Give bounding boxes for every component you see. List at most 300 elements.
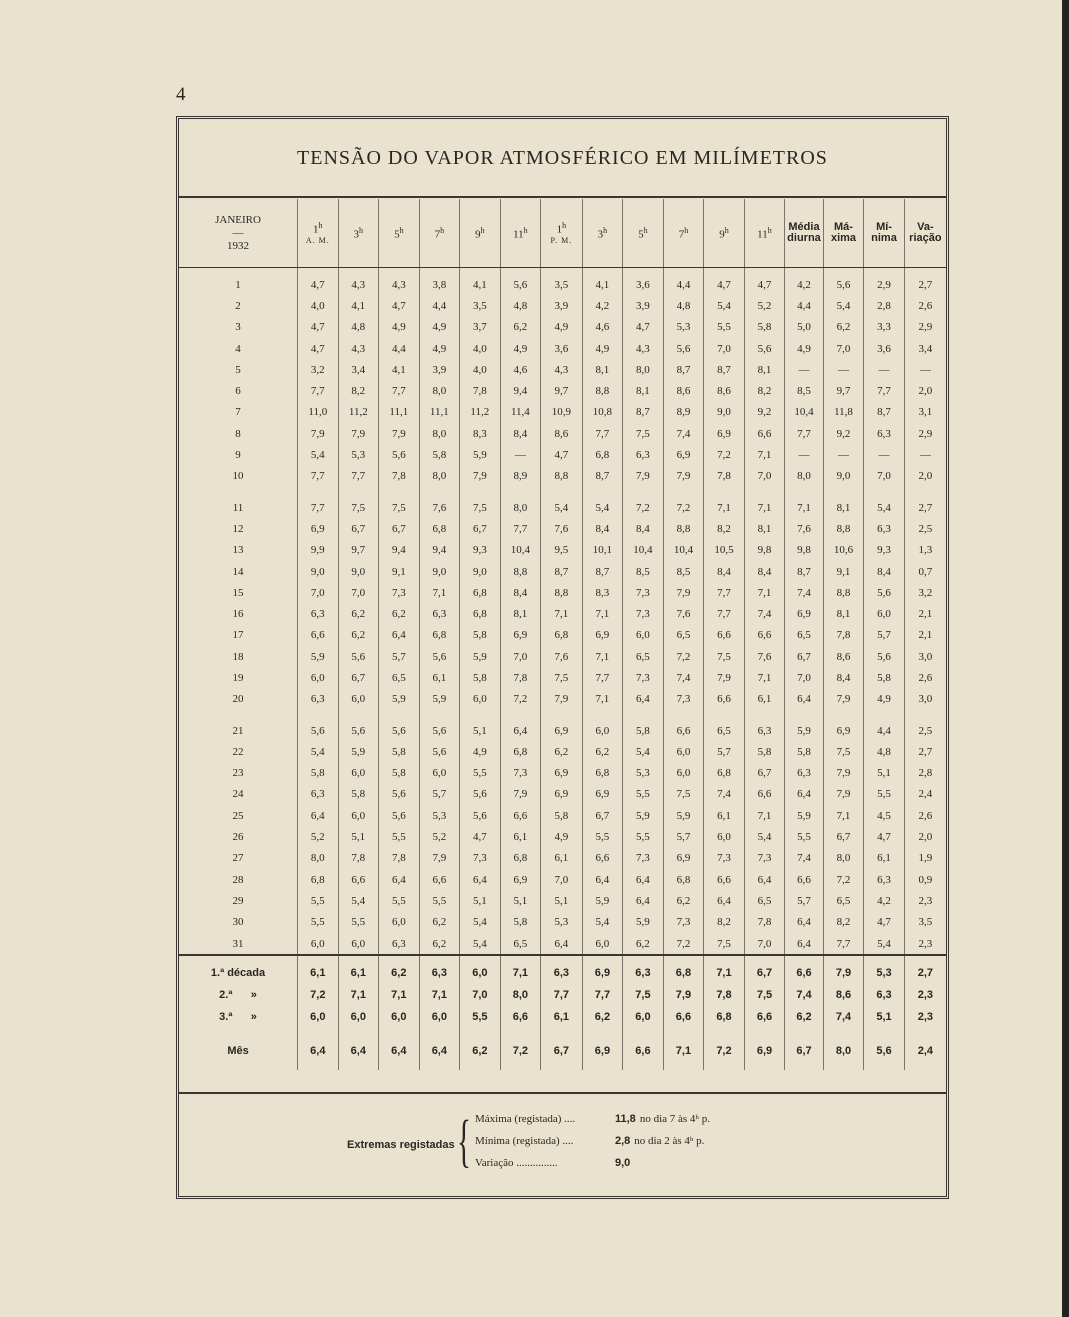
summary-cell: 2,3 — [917, 1011, 934, 1024]
table-cell: 5,6 — [500, 268, 541, 296]
table-cell: 5,8 — [744, 741, 785, 762]
summary-cell: 7,2 — [500, 1028, 541, 1070]
page-number: 4 — [176, 84, 186, 105]
table-cell: 6,0 — [379, 912, 420, 933]
table-cell: 7,1 — [704, 487, 745, 518]
table-cell: 6,9 — [704, 423, 745, 444]
table-cell: 5,5 — [338, 912, 379, 933]
table-cell: 8,5 — [623, 561, 664, 582]
hour-header: 9$^h$ — [460, 199, 501, 268]
table-cell: 5,5 — [298, 890, 339, 911]
table-cell: 5,7 — [704, 741, 745, 762]
table-cell: 8,8 — [541, 582, 583, 603]
table-cell: 4,7 — [379, 295, 420, 316]
table-cell: 2,8 — [864, 295, 905, 316]
table-cell: 6,8 — [460, 603, 501, 624]
table-cell: 6,6 — [582, 848, 623, 869]
table-cell: 5,8 — [541, 805, 583, 826]
table-cell: 8,0 — [823, 848, 864, 869]
table-cell: 5,3 — [623, 763, 664, 784]
table-cell: 4,7 — [864, 826, 905, 847]
summary-row — [179, 1006, 946, 1028]
table-cell: 8,7 — [582, 561, 623, 582]
table-cell: 7,7 — [298, 380, 339, 401]
table-cell: 6,0 — [298, 933, 339, 955]
table-cell: 4,2 — [864, 890, 905, 911]
table-cell: 2,1 — [918, 629, 933, 642]
table-cell: 5,3 — [663, 317, 704, 338]
extremes-divider — [179, 1092, 946, 1094]
table-cell: 5,6 — [379, 805, 420, 826]
table-cell: 6,5 — [379, 667, 420, 688]
table-cell: 4,0 — [298, 295, 339, 316]
table-cell: 5,4 — [298, 741, 339, 762]
table-cell: 4,4 — [864, 710, 905, 741]
summary-cell: 6,7 — [744, 955, 785, 984]
summary-cell: 6,6 — [500, 1006, 541, 1028]
day-label: 21 — [179, 710, 298, 741]
table-cell: 6,9 — [582, 784, 623, 805]
table-cell: 7,5 — [663, 784, 704, 805]
pm-label: P. M. — [550, 235, 573, 245]
table-cell: 7,0 — [744, 466, 785, 487]
table-cell: 6,1 — [541, 848, 583, 869]
table-cell: 7,9 — [663, 466, 704, 487]
extreme-min-row: Mínima (registada) .... 2,8 no dia 2 às 4ʰ p. — [475, 1135, 705, 1147]
table-row — [179, 466, 946, 487]
day-label: 30 — [179, 912, 298, 933]
table-cell: 5,6 — [298, 710, 339, 741]
table-cell: 6,9 — [823, 710, 864, 741]
table-cell: 7,3 — [623, 667, 664, 688]
table-row — [179, 518, 946, 539]
table-cell: 6,6 — [419, 869, 460, 890]
table-cell: 8,4 — [500, 423, 541, 444]
table-cell: 5,4 — [864, 933, 905, 955]
summary-cell: 7,7 — [541, 984, 583, 1006]
table-cell: 4,7 — [298, 317, 339, 338]
day-label: 17 — [179, 625, 298, 646]
table-cell: 8,6 — [541, 423, 583, 444]
table-cell: 6,4 — [744, 869, 785, 890]
table-cell: 3,2 — [298, 359, 339, 380]
table-cell: 7,3 — [500, 763, 541, 784]
table-cell: 7,9 — [623, 466, 664, 487]
table-cell: 3,3 — [864, 317, 905, 338]
table-cell: 5,2 — [298, 826, 339, 847]
table-cell: 5,3 — [541, 912, 583, 933]
table-cell: 7,6 — [785, 518, 824, 539]
table-cell: 6,8 — [582, 763, 623, 784]
table-cell: 8,8 — [663, 518, 704, 539]
table-cell: 8,2 — [338, 380, 379, 401]
table-row — [179, 295, 946, 316]
table-cell: 7,1 — [744, 582, 785, 603]
summary-label: 2.ª » — [179, 984, 298, 1006]
table-cell: 10,4 — [663, 540, 704, 561]
table-cell: 6,5 — [623, 646, 664, 667]
table-cell: 9,0 — [419, 561, 460, 582]
table-cell: 8,8 — [823, 518, 864, 539]
day-label: 11 — [179, 487, 298, 518]
table-cell: 7,4 — [744, 603, 785, 624]
table-cell: 7,9 — [460, 466, 501, 487]
table-cell: 7,1 — [582, 646, 623, 667]
table-cell: 6,5 — [500, 933, 541, 955]
table-row — [179, 444, 946, 465]
table-cell: 4,4 — [379, 338, 420, 359]
table-cell: 7,7 — [582, 667, 623, 688]
summary-cell: 6,0 — [338, 1006, 379, 1028]
table-cell: 5,6 — [379, 444, 420, 465]
table-cell: 7,0 — [704, 338, 745, 359]
table-cell: 6,7 — [785, 646, 824, 667]
table-cell: 3,1 — [918, 406, 933, 419]
table-cell: 6,5 — [704, 710, 745, 741]
table-cell: 7,1 — [419, 582, 460, 603]
table-cell: 8,0 — [298, 848, 339, 869]
table-row — [179, 268, 946, 296]
table-cell: 7,8 — [460, 380, 501, 401]
table-cell: 5,1 — [500, 890, 541, 911]
summary-cell: 6,7 — [541, 1028, 583, 1070]
table-cell: 5,6 — [663, 338, 704, 359]
table-cell: 9,3 — [460, 540, 501, 561]
summary-cell: 5,3 — [864, 955, 905, 984]
table-row — [179, 933, 946, 955]
table-cell: 6,1 — [704, 805, 745, 826]
table-cell: 7,9 — [338, 423, 379, 444]
table-cell: 1,3 — [918, 544, 933, 557]
table-row — [179, 741, 946, 762]
summary-cell: 6,2 — [582, 1006, 623, 1028]
table-cell: 6,0 — [623, 625, 664, 646]
summary-cell: 6,1 — [338, 955, 379, 984]
table-cell: 4,7 — [298, 268, 339, 296]
table-cell: 3,2 — [918, 586, 933, 599]
table-cell: 9,4 — [419, 540, 460, 561]
table-cell: 4,9 — [419, 338, 460, 359]
table-cell: 6,8 — [663, 869, 704, 890]
maximum-header: Má- xima — [823, 199, 864, 268]
table-cell: 2,7 — [918, 745, 933, 758]
summary-cell: 2,7 — [904, 955, 946, 984]
table-cell: 5,9 — [623, 912, 664, 933]
table-cell: 4,7 — [744, 268, 785, 296]
summary-cell: 5,5 — [460, 1006, 501, 1028]
table-cell: 4,0 — [460, 338, 501, 359]
table-cell: 7,9 — [823, 689, 864, 710]
table-cell: 5,4 — [460, 933, 501, 955]
table-cell: 10,5 — [704, 540, 745, 561]
table-cell: 7,3 — [744, 848, 785, 869]
table-cell: 6,0 — [864, 603, 905, 624]
table-cell: 4,9 — [419, 317, 460, 338]
summary-cell: 7,0 — [460, 984, 501, 1006]
table-cell: 5,5 — [582, 826, 623, 847]
table-cell: 6,9 — [500, 869, 541, 890]
table-cell: 7,0 — [298, 582, 339, 603]
table-cell: 7,2 — [663, 487, 704, 518]
month-dash: — — [232, 226, 244, 239]
table-cell: 8,9 — [500, 466, 541, 487]
table-cell: 0,7 — [918, 565, 933, 578]
summary-cell: 7,5 — [744, 984, 785, 1006]
table-cell: 8,7 — [582, 466, 623, 487]
summary-cell: 6,2 — [785, 1006, 824, 1028]
table-cell: 2,0 — [918, 831, 933, 844]
table-cell: 6,6 — [785, 869, 824, 890]
table-cell: 6,3 — [744, 710, 785, 741]
variation-header: Va- riação — [904, 199, 946, 268]
table-cell: 5,1 — [460, 890, 501, 911]
table-cell: 2,7 — [918, 278, 933, 291]
table-cell: 8,7 — [541, 561, 583, 582]
table-cell: 4,7 — [864, 912, 905, 933]
table-cell: 7,8 — [379, 848, 420, 869]
table-cell: 5,5 — [623, 784, 664, 805]
table-cell: 7,1 — [744, 805, 785, 826]
table-cell: 5,9 — [623, 805, 664, 826]
table-cell: 3,5 — [918, 916, 933, 929]
table-cell: 9,4 — [500, 380, 541, 401]
table-cell: 6,3 — [298, 603, 339, 624]
table-cell: 2,6 — [918, 671, 933, 684]
extremes-label: Extremas registadas — [347, 1139, 455, 1151]
table-cell: 5,5 — [704, 317, 745, 338]
table-cell: 5,7 — [419, 784, 460, 805]
summary-cell: 6,4 — [338, 1028, 379, 1070]
table-cell: 6,3 — [298, 689, 339, 710]
table-row — [179, 912, 946, 933]
day-label: 23 — [179, 763, 298, 784]
table-cell: 7,7 — [379, 380, 420, 401]
summary-cell: 8,0 — [500, 984, 541, 1006]
day-label: 13 — [179, 540, 298, 561]
table-cell: 7,4 — [663, 423, 704, 444]
table-cell: 7,2 — [704, 444, 745, 465]
table-cell: 6,4 — [623, 689, 664, 710]
day-label: 18 — [179, 646, 298, 667]
table-cell: 9,0 — [704, 402, 745, 423]
table-cell: 6,3 — [864, 518, 905, 539]
table-cell: 2,5 — [918, 724, 933, 737]
table-cell: 4,8 — [663, 295, 704, 316]
summary-row — [179, 955, 946, 984]
table-cell: 6,6 — [744, 625, 785, 646]
table-cell: 3,5 — [541, 268, 583, 296]
day-label: 22 — [179, 741, 298, 762]
table-cell: 6,8 — [500, 741, 541, 762]
table-cell: 3,4 — [918, 342, 933, 355]
table-cell: 8,1 — [744, 359, 785, 380]
table-cell: 5,4 — [338, 890, 379, 911]
day-label: 24 — [179, 784, 298, 805]
table-cell: 5,9 — [460, 646, 501, 667]
table-cell: 5,4 — [298, 444, 339, 465]
summary-cell: 6,4 — [419, 1028, 460, 1070]
summary-cell: 7,8 — [704, 984, 745, 1006]
summary-cell: 6,4 — [379, 1028, 420, 1070]
extreme-variation-row: Variação ............... 9,0 — [475, 1157, 631, 1169]
day-label: 3 — [179, 317, 298, 338]
table-cell: 4,9 — [582, 338, 623, 359]
table-cell: 4,8 — [338, 317, 379, 338]
summary-cell: 7,4 — [823, 1006, 864, 1028]
table-cell: 4,1 — [379, 359, 420, 380]
table-cell: 2,9 — [918, 427, 933, 440]
table-cell: 7,3 — [704, 848, 745, 869]
table-cell: 5,5 — [379, 890, 420, 911]
table-cell: 5,8 — [379, 741, 420, 762]
table-cell: 2,1 — [918, 608, 933, 621]
table-cell: 11,1 — [379, 402, 420, 423]
table-cell: 7,1 — [541, 603, 583, 624]
table-cell: 3,6 — [541, 338, 583, 359]
table-cell: — — [500, 444, 541, 465]
table-cell: 5,8 — [298, 763, 339, 784]
table-cell: 9,0 — [298, 561, 339, 582]
table-cell: 6,4 — [785, 689, 824, 710]
table-cell: 3,6 — [864, 338, 905, 359]
table-cell: 5,4 — [704, 295, 745, 316]
table-cell: 9,7 — [338, 540, 379, 561]
table-cell: 7,9 — [500, 784, 541, 805]
table-cell: 7,5 — [541, 667, 583, 688]
table-cell: 6,4 — [379, 625, 420, 646]
day-label: 1 — [179, 268, 298, 296]
table-cell: 7,5 — [823, 741, 864, 762]
vapor-pressure-table — [179, 199, 946, 1070]
summary-cell: 6,6 — [663, 1006, 704, 1028]
table-cell: 10,6 — [823, 540, 864, 561]
table-cell: 5,6 — [823, 268, 864, 296]
table-cell: 8,1 — [823, 603, 864, 624]
table-cell: 5,6 — [864, 646, 905, 667]
table-cell: 6,8 — [298, 869, 339, 890]
table-cell: 4,7 — [704, 268, 745, 296]
table-cell: 8,7 — [623, 402, 664, 423]
table-cell: 5,7 — [785, 890, 824, 911]
summary-cell: 2,3 — [917, 989, 934, 1002]
table-cell: 6,3 — [298, 784, 339, 805]
table-cell: 4,2 — [582, 295, 623, 316]
table-cell: 5,5 — [460, 763, 501, 784]
table-cell: 5,3 — [419, 805, 460, 826]
day-label: 9 — [179, 444, 298, 465]
table-cell: 7,8 — [338, 848, 379, 869]
table-cell: — — [864, 444, 905, 465]
brace-symbol: { — [457, 1108, 471, 1173]
table-cell: 11,1 — [419, 402, 460, 423]
table-cell: 6,4 — [704, 890, 745, 911]
table-cell: 1,9 — [918, 852, 933, 865]
summary-cell: 6,3 — [419, 955, 460, 984]
summary-cell: 6,6 — [744, 1006, 785, 1028]
table-cell: 6,8 — [500, 848, 541, 869]
table-cell: 4,3 — [379, 268, 420, 296]
page-edge-shadow — [1062, 0, 1069, 1317]
table-cell: 6,2 — [338, 603, 379, 624]
table-cell: 5,6 — [460, 784, 501, 805]
table-cell: 7,9 — [823, 763, 864, 784]
table-cell: 6,1 — [744, 689, 785, 710]
table-cell: 5,9 — [379, 689, 420, 710]
summary-cell: 2,4 — [917, 1045, 934, 1058]
summary-cell: 7,4 — [785, 984, 824, 1006]
table-cell: 5,7 — [379, 646, 420, 667]
table-cell: 10,4 — [785, 402, 824, 423]
table-cell: 4,5 — [864, 805, 905, 826]
summary-cell: 6,3 — [864, 984, 905, 1006]
table-cell: 5,4 — [623, 741, 664, 762]
table-cell: 2,3 — [918, 894, 933, 907]
table-cell: 5,4 — [823, 295, 864, 316]
table-cell: 5,1 — [541, 890, 583, 911]
table-cell: 9,7 — [541, 380, 583, 401]
table-cell: 5,1 — [460, 710, 501, 741]
table-cell: 7,2 — [500, 689, 541, 710]
table-cell: 6,7 — [338, 667, 379, 688]
table-cell: 5,8 — [460, 625, 501, 646]
hour-header: 5$^h$ — [379, 199, 420, 268]
table-cell: 7,7 — [704, 582, 745, 603]
table-cell: 6,2 — [541, 741, 583, 762]
table-cell: 7,6 — [663, 603, 704, 624]
table-cell: 4,1 — [460, 268, 501, 296]
table-cell: 5,8 — [379, 763, 420, 784]
table-cell: 6,1 — [864, 848, 905, 869]
table-cell: 5,8 — [338, 784, 379, 805]
table-cell: 7,7 — [338, 466, 379, 487]
table-cell: 3,5 — [460, 295, 501, 316]
table-cell: 5,5 — [298, 912, 339, 933]
table-cell: 8,4 — [744, 561, 785, 582]
hour-header: 9$^h$ — [704, 199, 745, 268]
table-cell: 2,8 — [918, 767, 933, 780]
hour-header: 1$^h$ A. M. — [298, 199, 339, 268]
table-cell: 7,5 — [460, 487, 501, 518]
table-cell: 7,2 — [663, 933, 704, 955]
table-cell: 6,7 — [823, 826, 864, 847]
table-cell: 7,1 — [582, 603, 623, 624]
table-row — [179, 848, 946, 869]
table-cell: 6,4 — [379, 869, 420, 890]
table-cell: 6,7 — [338, 518, 379, 539]
summary-cell: 6,3 — [541, 955, 583, 984]
table-cell: 7,4 — [663, 667, 704, 688]
table-cell: 9,1 — [379, 561, 420, 582]
table-cell: 6,2 — [379, 603, 420, 624]
table-cell: 4,3 — [338, 338, 379, 359]
table-cell: 6,4 — [623, 890, 664, 911]
am-label: A. M. — [305, 235, 330, 245]
table-cell: — — [919, 363, 931, 376]
table-cell: — — [919, 449, 931, 462]
table-row — [179, 380, 946, 401]
table-cell: 5,8 — [785, 741, 824, 762]
summary-cell: 6,1 — [298, 955, 339, 984]
summary-cell: 6,0 — [419, 1006, 460, 1028]
table-cell: 3,4 — [338, 359, 379, 380]
table-cell: 4,9 — [541, 317, 583, 338]
table-cell: 6,7 — [582, 805, 623, 826]
table-cell: 6,0 — [338, 805, 379, 826]
summary-cell: 6,9 — [744, 1028, 785, 1070]
table-cell: 5,5 — [419, 890, 460, 911]
table-frame — [176, 116, 949, 1199]
table-cell: 5,4 — [744, 826, 785, 847]
